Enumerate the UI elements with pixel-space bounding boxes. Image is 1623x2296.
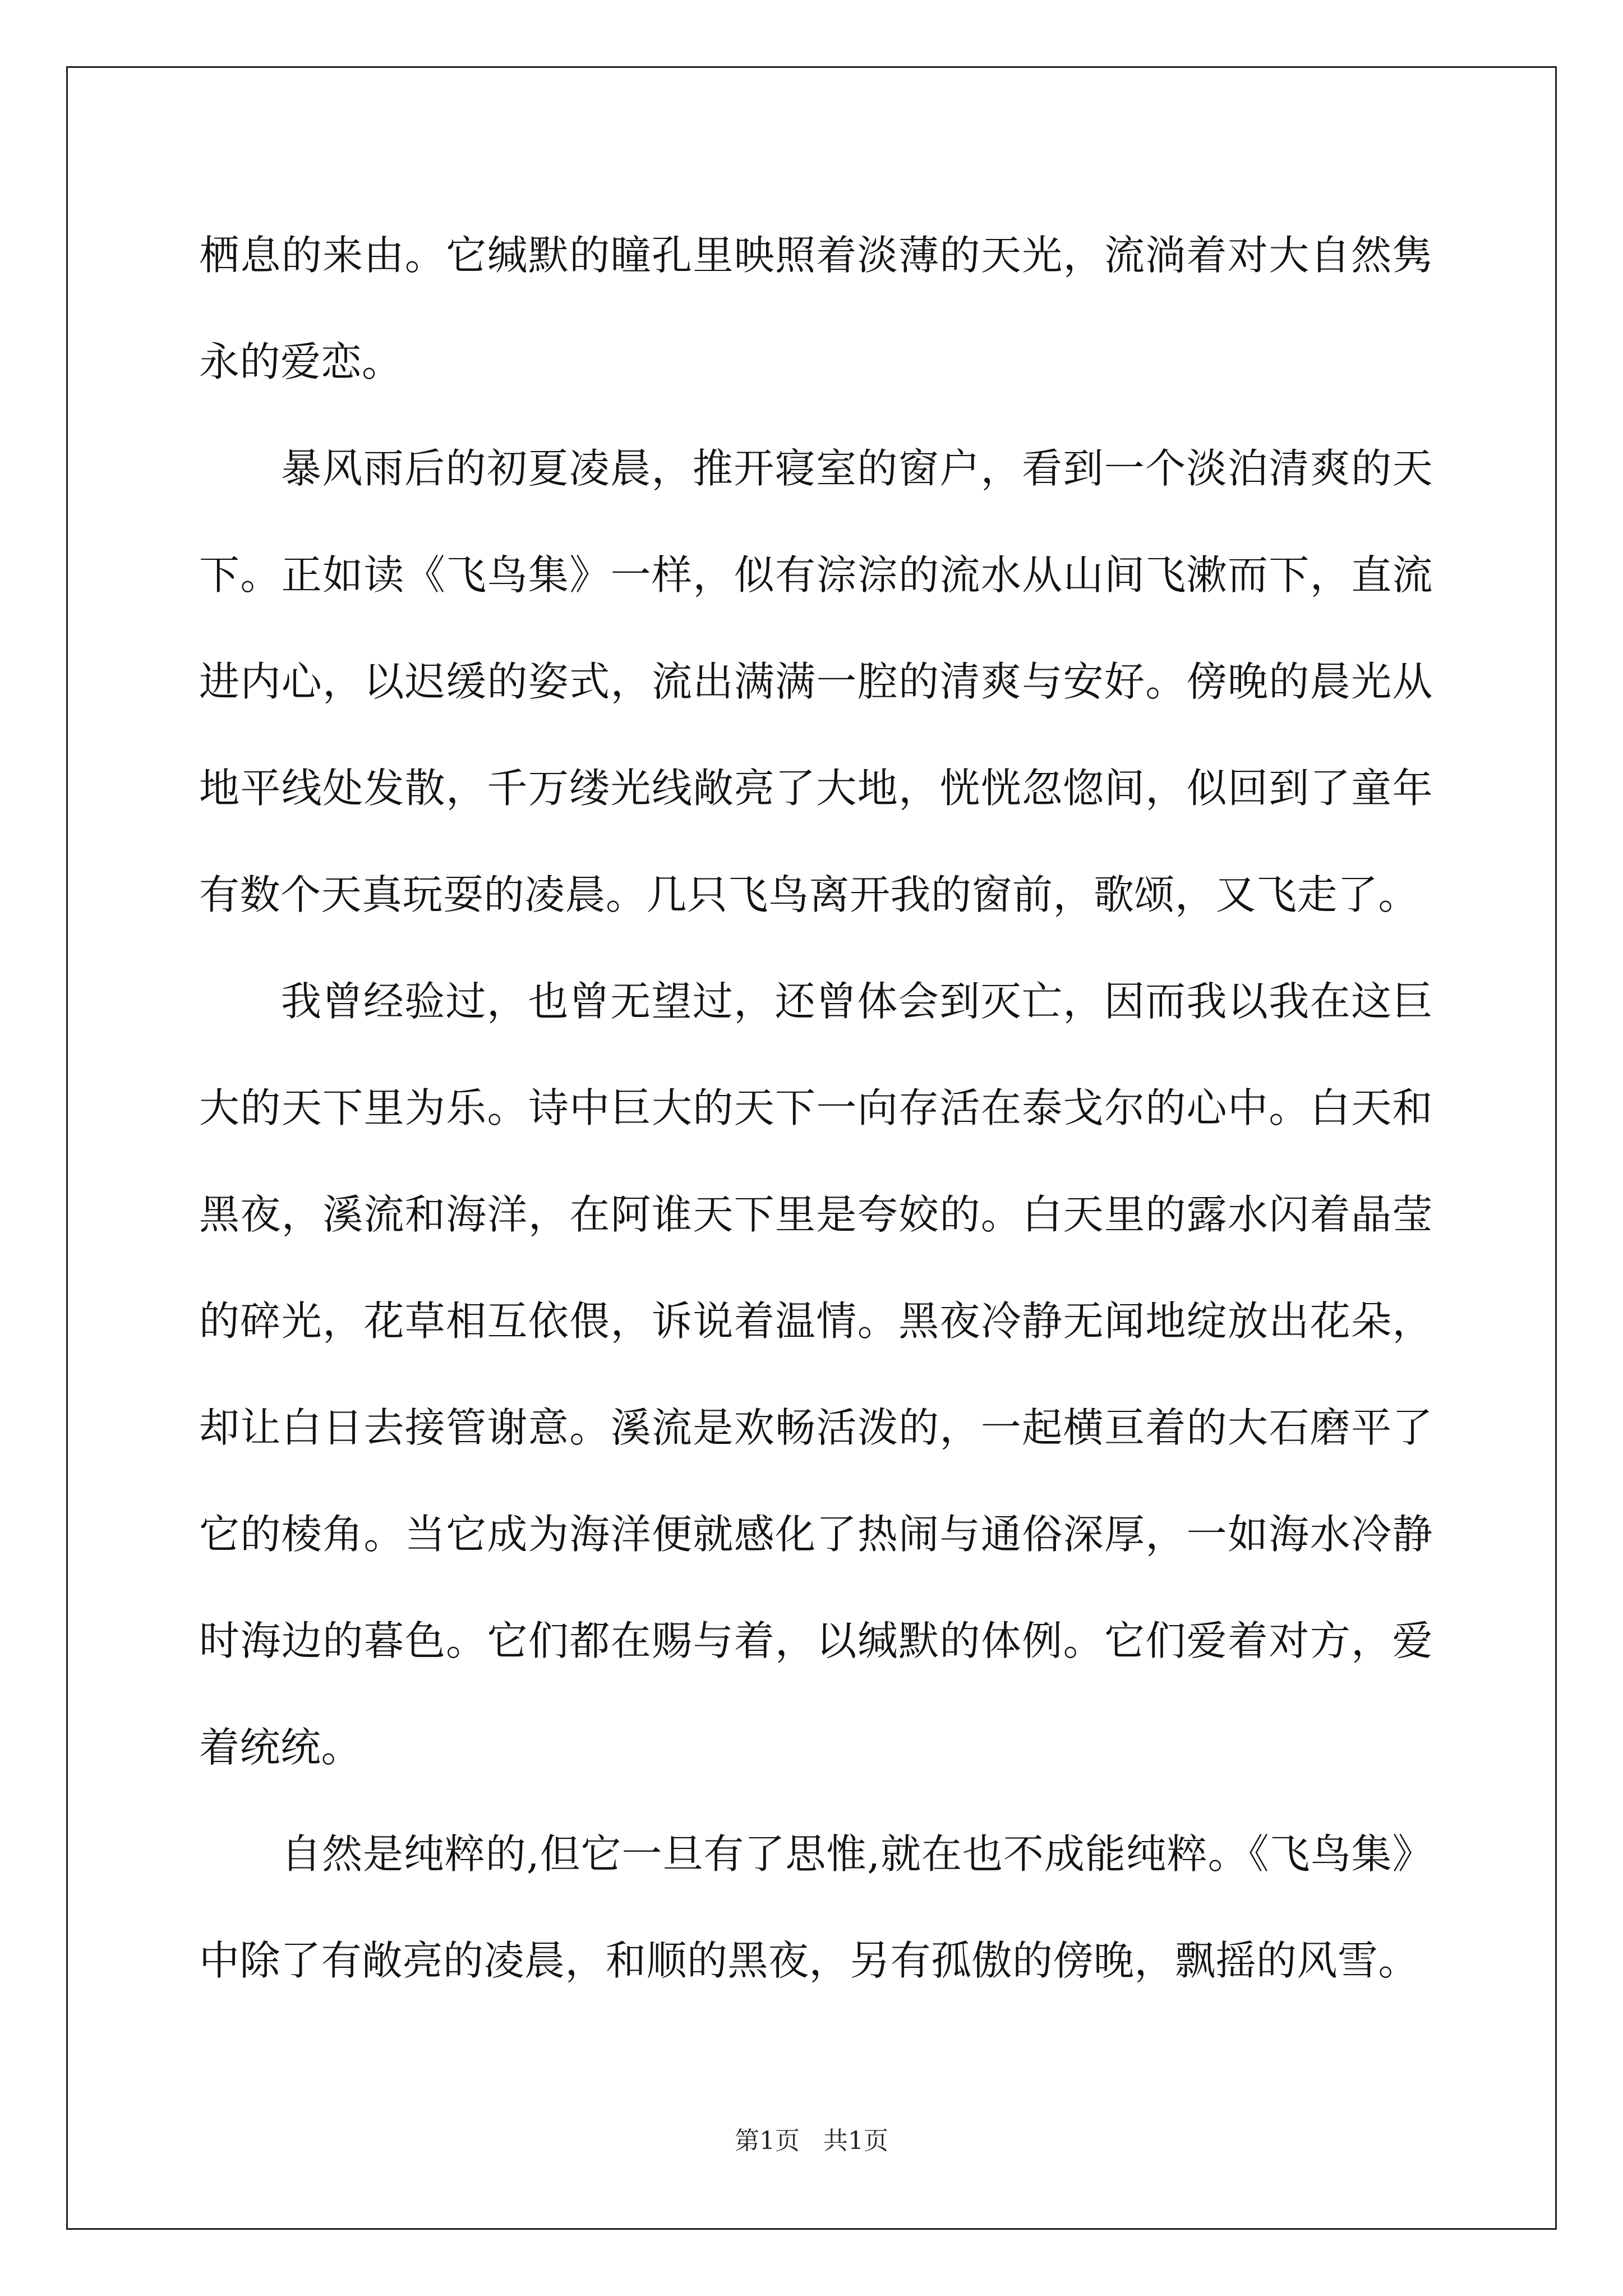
document-body bbox=[199, 202, 1433, 2014]
page-number: 第1页 bbox=[735, 2127, 800, 2155]
page-footer bbox=[0, 2120, 1623, 2156]
paragraph-4: 自然是纯粹的,但它一旦有了思惟,就在也不成能纯粹。《飞鸟集》中除了有敞亮的凌晨，和顺的黑夜，另有孤傲的傍晚，飘摇的风雪。 bbox=[199, 1830, 1433, 1984]
paragraph-2: 暴风雨后的初夏凌晨，推开寝室的窗户，看到一个淡泊清爽的天下。正如读《飞鸟集》一样，似有淙淙的流水从山间飞漱而下，直流进内心，以迟缓的姿式，流出满满一腔的清爽与安好。傍晚的晨光从地平线处发散，千万缕光线敞亮了大地，恍恍忽惚间，似回到了童年有数个天真玩耍的凌晨。几只飞鸟离开我的窗前，歌颂，又飞走了。 bbox=[199, 445, 1433, 918]
page-total: 共1页 bbox=[823, 2127, 888, 2155]
paragraph-3: 我曾经验过，也曾无望过，还曾体会到灭亡，因而我以我在这巨大的天下里为乐。诗中巨大的天下一向存活在泰戈尔的心中。白天和黑夜，溪流和海洋，在阿谁天下里是夸姣的。白天里的露水闪着晶莹的碎光，花草相互依偎，诉说着温情。黑夜冷静无闻地绽放出花朵，却让白日去接管谢意。溪流是欢畅活泼的，一起横亘着的大石磨平了它的棱角。当它成为海洋便就感化了热闹与通俗深厚，一如海水冷静时海边的暮色。它们都在赐与着，以缄默的体例。它们爱着对方，爱着统统。 bbox=[199, 978, 1433, 1771]
paragraph-1: 栖息的来由。它缄默的瞳孔里映照着淡薄的天光，流淌着对大自然隽永的爱恋。 bbox=[199, 232, 1433, 385]
